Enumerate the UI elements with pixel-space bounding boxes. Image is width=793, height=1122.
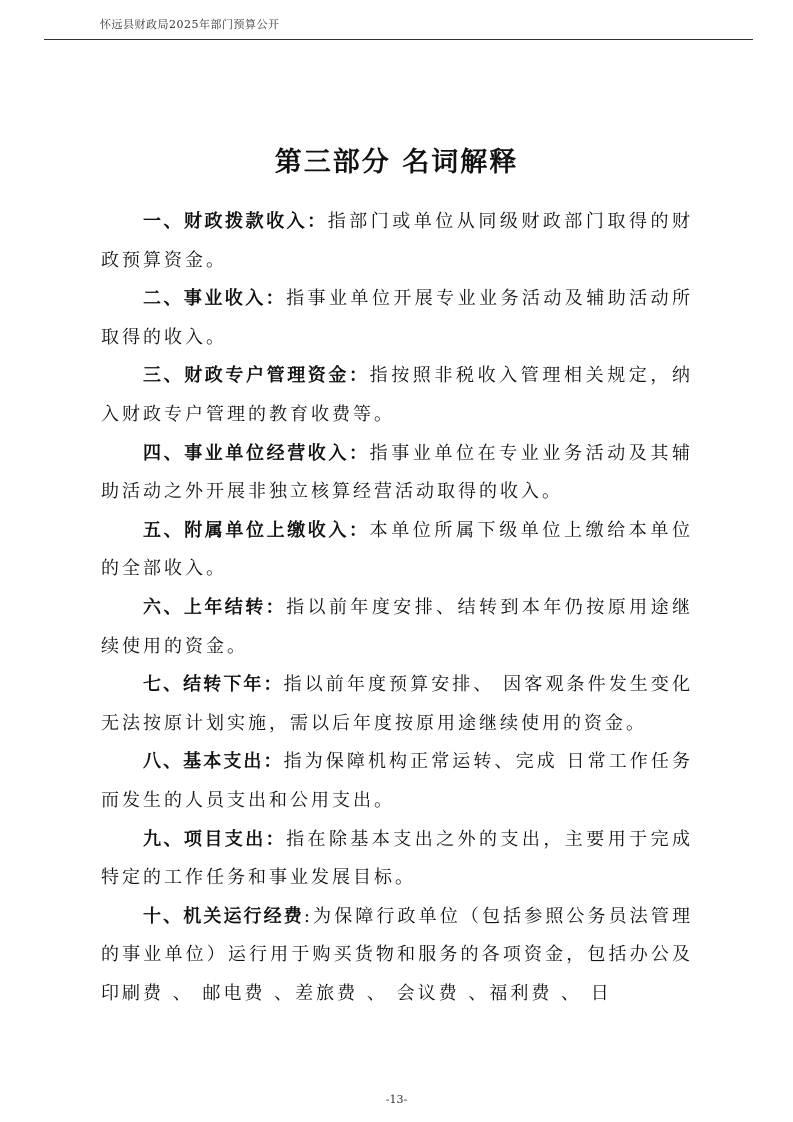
definition-text: 指事业单位开展专业业务活动及辅助活动所取得的收入。 <box>101 288 694 348</box>
running-header: 怀远县财政局2025年部门预算公开 <box>100 18 280 31</box>
definition-paragraph <box>101 280 693 357</box>
definition-term: 三、财政专户管理资金： <box>143 365 370 387</box>
definition-text: 指事业单位在专业业务活动及其辅助活动之外开展非独立核算经营活动取得的收入。 <box>101 442 694 503</box>
definition-term: 四、事业单位经营收入： <box>143 442 370 464</box>
definition-term: 七、结转下年： <box>143 674 284 696</box>
definition-text: 指部门或单位从同级财政部门取得的财政预算资金。 <box>101 211 694 271</box>
definition-paragraph <box>101 743 693 820</box>
definition-paragraph <box>101 589 693 666</box>
page-number: -13- <box>385 1093 408 1106</box>
definition-text: 指按照非税收入管理相关规定，纳入财政专户管理的教育收费等。 <box>101 365 694 425</box>
definition-term: 一、财政拨款收入： <box>143 211 328 232</box>
definition-term: 十、机关运行经费 <box>143 905 304 927</box>
definition-text: 指以前年度安排、结转到本年仍按原用途继续使用的资金。 <box>101 596 694 657</box>
header-divider <box>44 39 753 40</box>
definition-paragraph <box>101 898 693 1014</box>
definition-text: 指以前年度预算安排、 因客观条件发生变化无法按原计划实施，需以后年度按原用途继续使用的资金。 <box>101 674 693 734</box>
definition-text: 指为保障机构正常运转、完成 日常工作任务而发生的人员支出和公用支出。 <box>101 751 693 811</box>
definition-paragraph <box>101 512 693 589</box>
page-title: 第三部分 名词解释 <box>274 147 519 178</box>
definition-term: 六、上年结转： <box>143 596 287 618</box>
definition-paragraph <box>101 435 693 512</box>
definition-text: :为保障行政单位（包括参照公务员法管理的事业单位）运行用于购买货物和服务的各项资金，包括办公及印刷费 、 邮电费 、差旅费 、 会议费 、福利费 、 日 <box>101 905 693 1004</box>
definition-paragraph <box>101 357 693 434</box>
definition-paragraph <box>101 821 693 898</box>
definition-text: 指在除基本支出之外的支出，主要用于完成特定的工作任务和事业发展目标。 <box>101 828 694 889</box>
definitions-list <box>101 203 693 1013</box>
definition-term: 二、事业收入： <box>143 288 287 310</box>
definition-paragraph <box>101 203 693 280</box>
definition-text: 本单位所属下级单位上缴给本单位的全部收入。 <box>101 519 694 580</box>
definition-term: 五、附属单位上缴收入： <box>143 519 370 541</box>
definition-paragraph <box>101 666 693 743</box>
definition-term: 九、项目支出： <box>143 828 287 850</box>
definition-term: 八、基本支出： <box>143 751 284 773</box>
